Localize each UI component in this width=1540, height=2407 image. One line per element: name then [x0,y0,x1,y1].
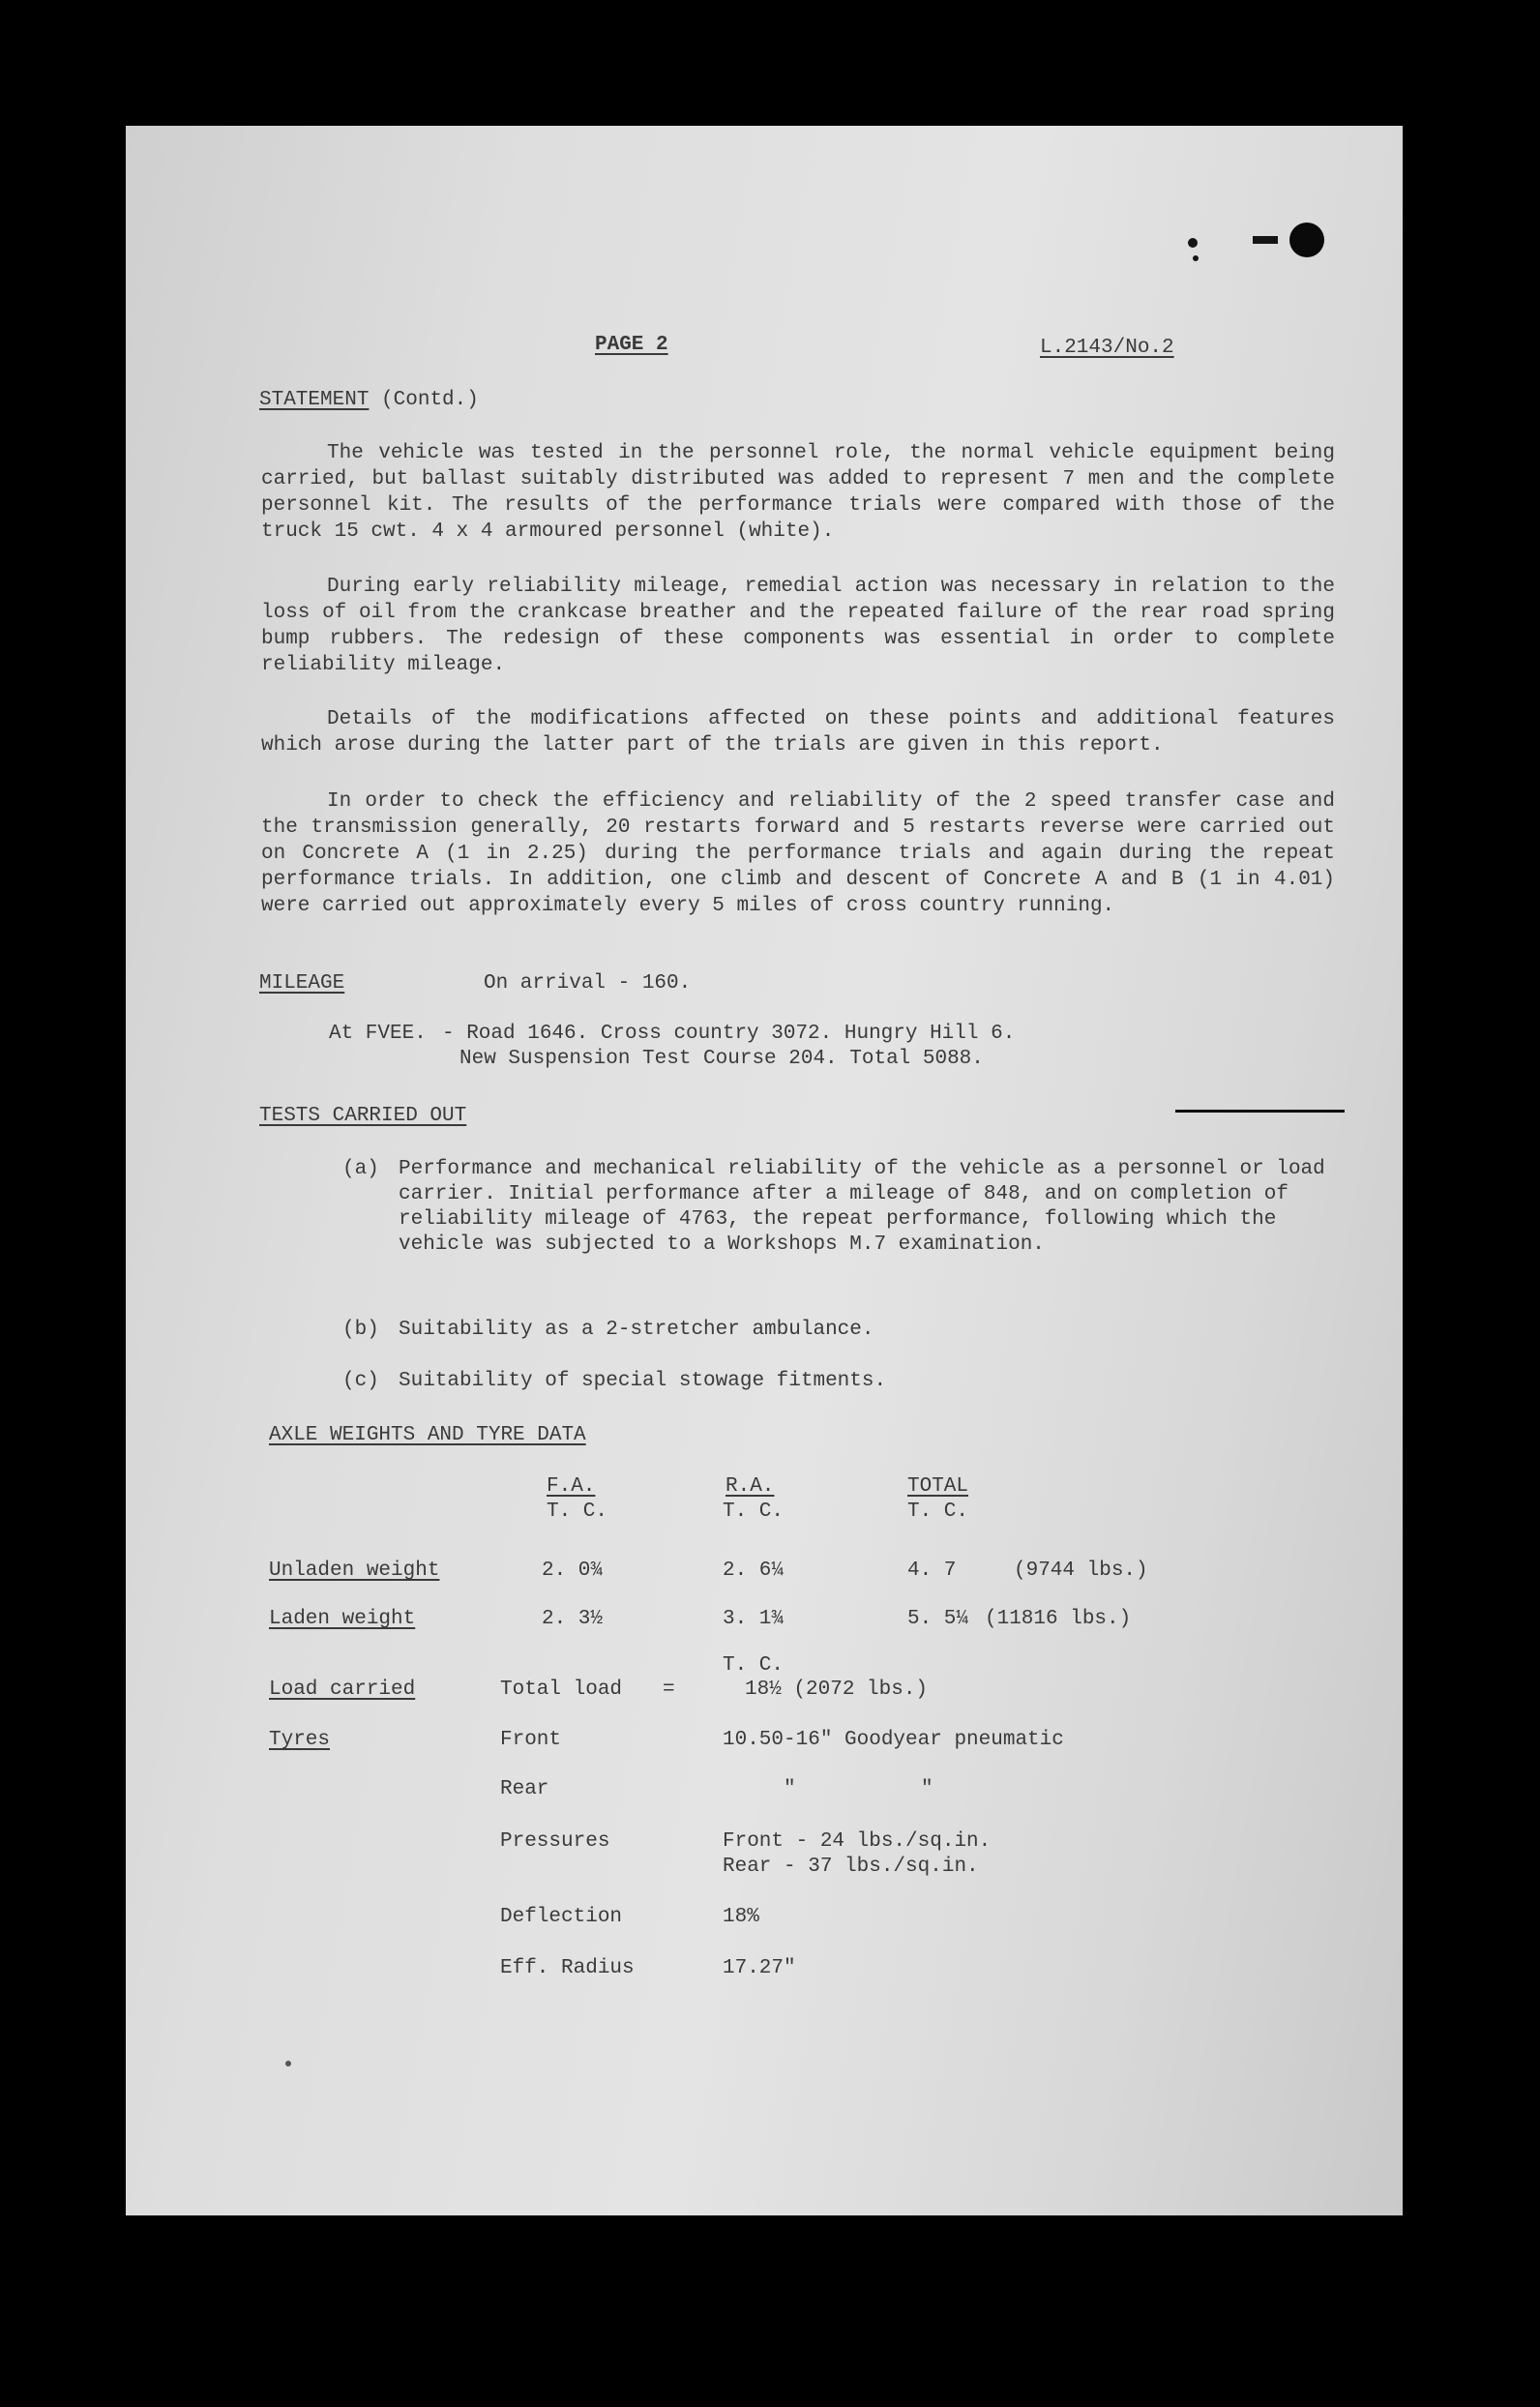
statement-heading [259,389,479,411]
margin-rule [1175,1110,1345,1113]
ink-mark [1188,238,1198,248]
tyres-pressures-label: Pressures [500,1830,610,1853]
list-item-label: (a) [342,1158,379,1180]
cell-note: (9744 lbs.) [1014,1560,1148,1582]
tyres-deflection-label: Deflection [500,1906,623,1928]
row-label: Unladen weight [269,1560,440,1582]
paragraph: The vehicle was tested in the personnel role, the normal vehicle equipment being carried, but ballast suitably distributed was added to represent 7 men and the complete personnel kit. The results of the performance trials were compared with those of the truck 15 cwt. 4 x 4 armoured personnel (white). [261,442,1335,543]
column-header-total: TOTAL [907,1475,969,1498]
load-item: Total load [500,1679,623,1701]
list-item-text: Suitability of special stowage fitments. [399,1370,887,1392]
cell-total: 5. 5¼ [907,1608,969,1630]
load-label: Load carried [269,1679,416,1701]
document-reference: L.2143/No.2 [1040,337,1174,359]
tyres-rear-label: Rear [500,1778,549,1800]
row-label: Laden weight [269,1608,416,1630]
list-item-label: (b) [342,1319,379,1341]
mileage-on-arrival: On arrival - 160. [484,972,692,995]
cell-note: (11816 lbs.) [985,1608,1132,1630]
tyres-rear-ditto: " [921,1778,933,1800]
mileage-at-label: At FVEE. [329,1023,427,1045]
cell-ra: 2. 6¼ [723,1560,785,1582]
punch-hole [1289,223,1324,257]
ink-mark [1193,255,1199,261]
list-item [342,1157,1332,1258]
paragraph: In order to check the efficiency and reliability of the 2 speed transfer case and the transmission generally, 20 restarts forward and 5 restarts reverse were carried out on Concrete A (1 in 2.25) during the performance trials and again during the repeat performance trials. In addition, one climb and descent of Concrete A and B (1 in 4.01) were carried out approximately every 5 miles of cross country running. [261,790,1335,917]
column-units-fa: T. C. [547,1501,608,1523]
cell-fa: 2. 3½ [542,1608,604,1630]
tests-heading: TESTS CARRIED OUT [259,1105,467,1127]
ink-mark [285,2061,291,2066]
cell-total: 4. 7 [907,1560,957,1582]
tyres-label: Tyres [269,1729,331,1751]
tyres-pressure-front: Front - 24 lbs./sq.in. [723,1830,992,1853]
tyres-deflection-value: 18% [723,1906,759,1928]
load-value: 18½ (2072 lbs.) [745,1679,929,1701]
statement-title: STATEMENT [259,389,370,411]
paragraph: Details of the modifications affected on these points and additional features which arose during the latter part of the trials are given in this report. [261,708,1335,757]
axle-heading: AXLE WEIGHTS AND TYRE DATA [269,1424,586,1446]
tyres-pressure-rear: Rear - 37 lbs./sq.in. [723,1856,979,1878]
column-header-ra: R.A. [726,1475,775,1498]
mileage-line-1: - Road 1646. Cross country 3072. Hungry Hill 6. [442,1023,1016,1045]
tyres-radius-label: Eff. Radius [500,1957,635,1979]
tyres-radius-value: 17.27" [723,1957,796,1979]
ink-mark [1253,236,1278,244]
list-item-text: Suitability as a 2-stretcher ambulance. [399,1319,874,1341]
cell-fa: 2. 0¾ [542,1560,604,1582]
list-item [342,1369,1332,1394]
column-units-total: T. C. [907,1501,969,1523]
column-header-fa: F.A. [547,1475,596,1498]
paragraph: During early reliability mileage, remedial action was necessary in relation to the loss of oil from the crankcase breather and the repeated failure of the rear road spring bump rubbers. The redesign of these components was essential in order to complete reliability mileage. [261,576,1335,676]
load-equals: = [663,1679,675,1701]
tyres-rear-ditto: " [784,1778,796,1800]
list-item-text: Performance and mechanical reliability of the vehicle as a personnel or load carrier. Initial performance after a mileage of 848, and on completion of reliability mileage of 4763, the repeat performance, following which the vehicle was subjected to a Workshops M.7 examination. [399,1158,1325,1256]
statement-suffix: (Contd.) [381,389,479,411]
list-item [342,1318,1332,1343]
tyres-front-value: 10.50-16" Goodyear pneumatic [723,1729,1064,1751]
list-item-label: (c) [342,1370,379,1392]
cell-ra: 3. 1¾ [723,1608,785,1630]
mileage-heading: MILEAGE [259,972,345,995]
mileage-line-2: New Suspension Test Course 204. Total 5088. [459,1048,984,1070]
load-units: T. C. [723,1654,785,1677]
column-units-ra: T. C. [723,1501,785,1523]
document-page [126,126,1403,2215]
tyres-front-label: Front [500,1729,562,1751]
page-label: PAGE 2 [595,334,668,356]
